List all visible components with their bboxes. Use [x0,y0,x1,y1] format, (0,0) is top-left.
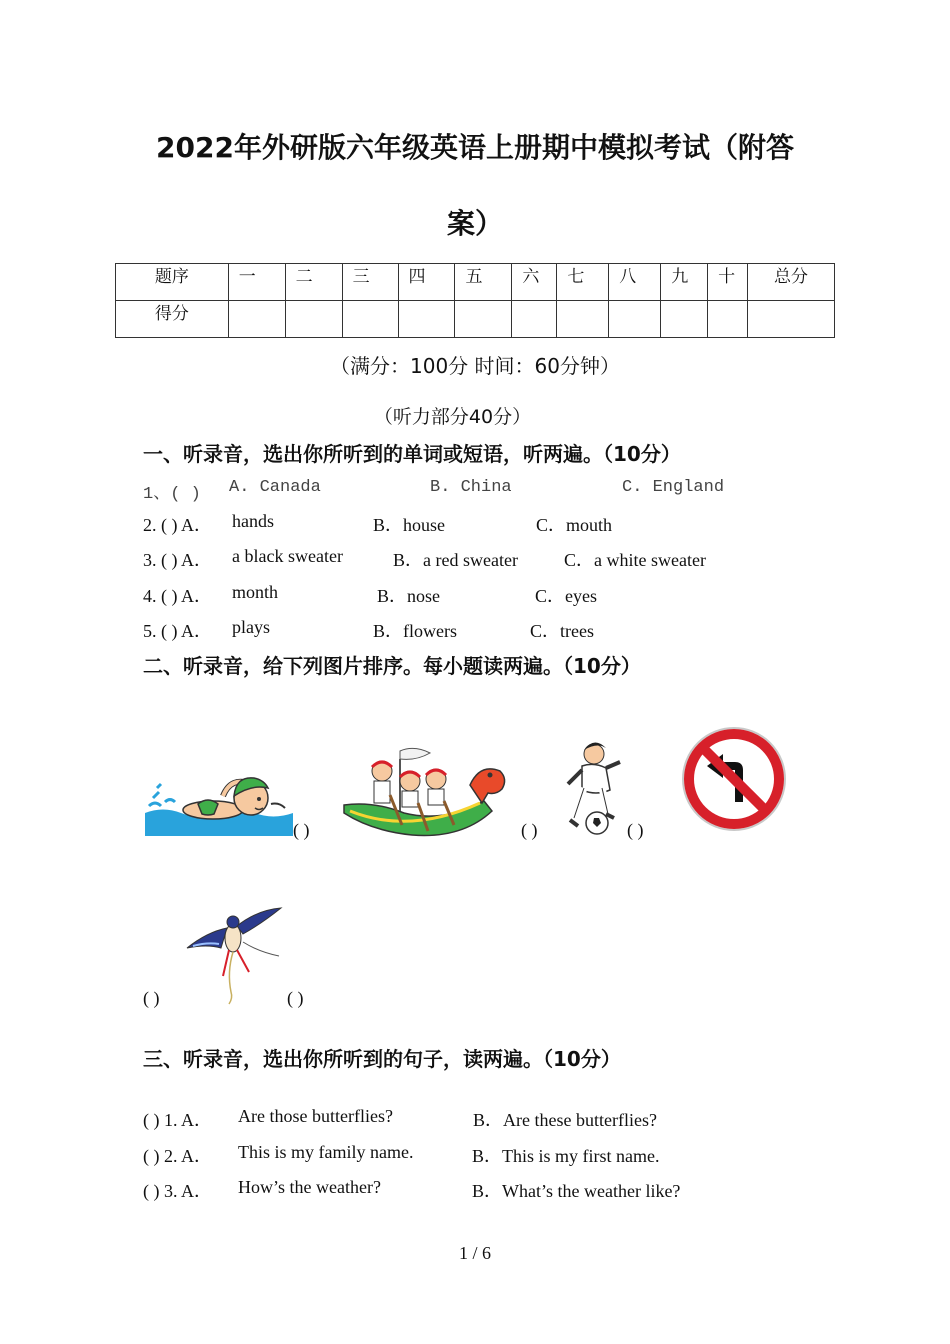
score-cell[interactable] [398,301,455,338]
s3-question-2-prefix: ( ) 2. A． [143,1146,212,1166]
exam-info: （满分：100分 时间：60分钟） [330,354,620,378]
question-4-prefix: 4. ( ) A． [143,586,212,606]
page-title-continued: 案） [446,207,503,240]
header-cell: 二 [285,264,342,301]
question-1-prefix: 1、( ) [143,485,201,504]
question-2-option-c[interactable]: C．mouth [536,515,613,535]
question-1-option-c[interactable]: C. England [622,478,725,497]
header-cell: 题序 [116,264,229,301]
score-cell[interactable] [609,301,661,338]
listening-note: （听力部分40分） [373,406,532,428]
answer-blank-5[interactable]: ( ) [287,988,304,1008]
question-1-option-a[interactable]: A. Canada [229,478,321,497]
header-cell: 九 [661,264,708,301]
question-2-option-a[interactable]: hands [232,511,274,531]
swimming-boy-picture [143,758,295,838]
score-cell[interactable] [708,301,748,338]
answer-blank-1[interactable]: ( ) [293,820,310,840]
score-table-score-row [116,301,835,338]
s3-question-2-option-b[interactable]: B．This is my first name. [472,1146,660,1166]
header-cell: 三 [342,264,398,301]
question-2-prefix: 2. ( ) A． [143,515,212,535]
dragon-boat-picture [340,745,510,837]
question-3-option-a[interactable]: a black sweater [232,546,343,566]
page-title: 2022年外研版六年级英语上册期中模拟考试（附答 [156,131,794,164]
page-number: 1 / 6 [458,1243,491,1263]
section3-heading: 三、听录音，选出你所听到的句子，读两遍。（10分） [143,1047,621,1071]
question-3-prefix: 3. ( ) A． [143,550,212,570]
section1-heading: 一、听录音，选出你所听到的单词或短语，听两遍。（10分） [143,442,681,466]
section2-heading: 二、听录音，给下列图片排序。每小题读两遍。（10分） [143,654,641,678]
s3-question-3-option-b[interactable]: B．What’s the weather like? [472,1181,681,1201]
score-cell[interactable] [455,301,512,338]
header-cell: 五 [455,264,512,301]
s3-question-1-option-a[interactable]: Are those butterflies? [238,1106,393,1126]
swallow-kite-picture [183,906,283,1006]
score-cell[interactable] [661,301,708,338]
score-cell[interactable] [285,301,342,338]
header-cell: 总分 [748,264,835,301]
answer-blank-3[interactable]: ( ) [627,820,644,840]
header-cell: 八 [609,264,661,301]
score-cell[interactable] [748,301,835,338]
question-4-option-c[interactable]: C．eyes [535,586,597,606]
score-table-header-row [116,264,835,301]
question-4-option-a[interactable]: month [232,582,279,602]
football-player-picture [560,740,624,838]
question-3-option-c[interactable]: C．a white sweater [564,550,706,570]
s3-question-1-prefix: ( ) 1. A． [143,1110,212,1130]
score-cell[interactable] [512,301,557,338]
row-label: 得分 [116,301,229,338]
question-5-option-b[interactable]: B．flowers [373,621,457,641]
question-1-option-b[interactable]: B. China [430,478,512,497]
question-5-prefix: 5. ( ) A． [143,621,212,641]
header-cell: 七 [557,264,609,301]
s3-question-2-option-a[interactable]: This is my family name. [238,1142,414,1162]
s3-question-3-option-a[interactable]: How’s the weather? [238,1177,381,1197]
question-5-option-a[interactable]: plays [232,617,270,637]
header-cell: 一 [228,264,285,301]
s3-question-1-option-b[interactable]: B．Are these butterflies? [473,1110,657,1130]
question-4-option-b[interactable]: B．nose [377,586,440,606]
header-cell: 四 [398,264,455,301]
score-cell[interactable] [342,301,398,338]
header-cell: 十 [708,264,748,301]
header-cell: 六 [512,264,557,301]
no-left-turn-sign-picture [681,726,787,832]
score-cell[interactable] [557,301,609,338]
s3-question-3-prefix: ( ) 3. A． [143,1181,212,1201]
answer-blank-4[interactable]: ( ) [143,988,160,1008]
score-cell[interactable] [228,301,285,338]
question-5-option-c[interactable]: C．trees [530,621,594,641]
score-table [115,263,835,338]
question-2-option-b[interactable]: B．house [373,515,445,535]
answer-blank-2[interactable]: ( ) [521,820,538,840]
question-3-option-b[interactable]: B．a red sweater [393,550,518,570]
